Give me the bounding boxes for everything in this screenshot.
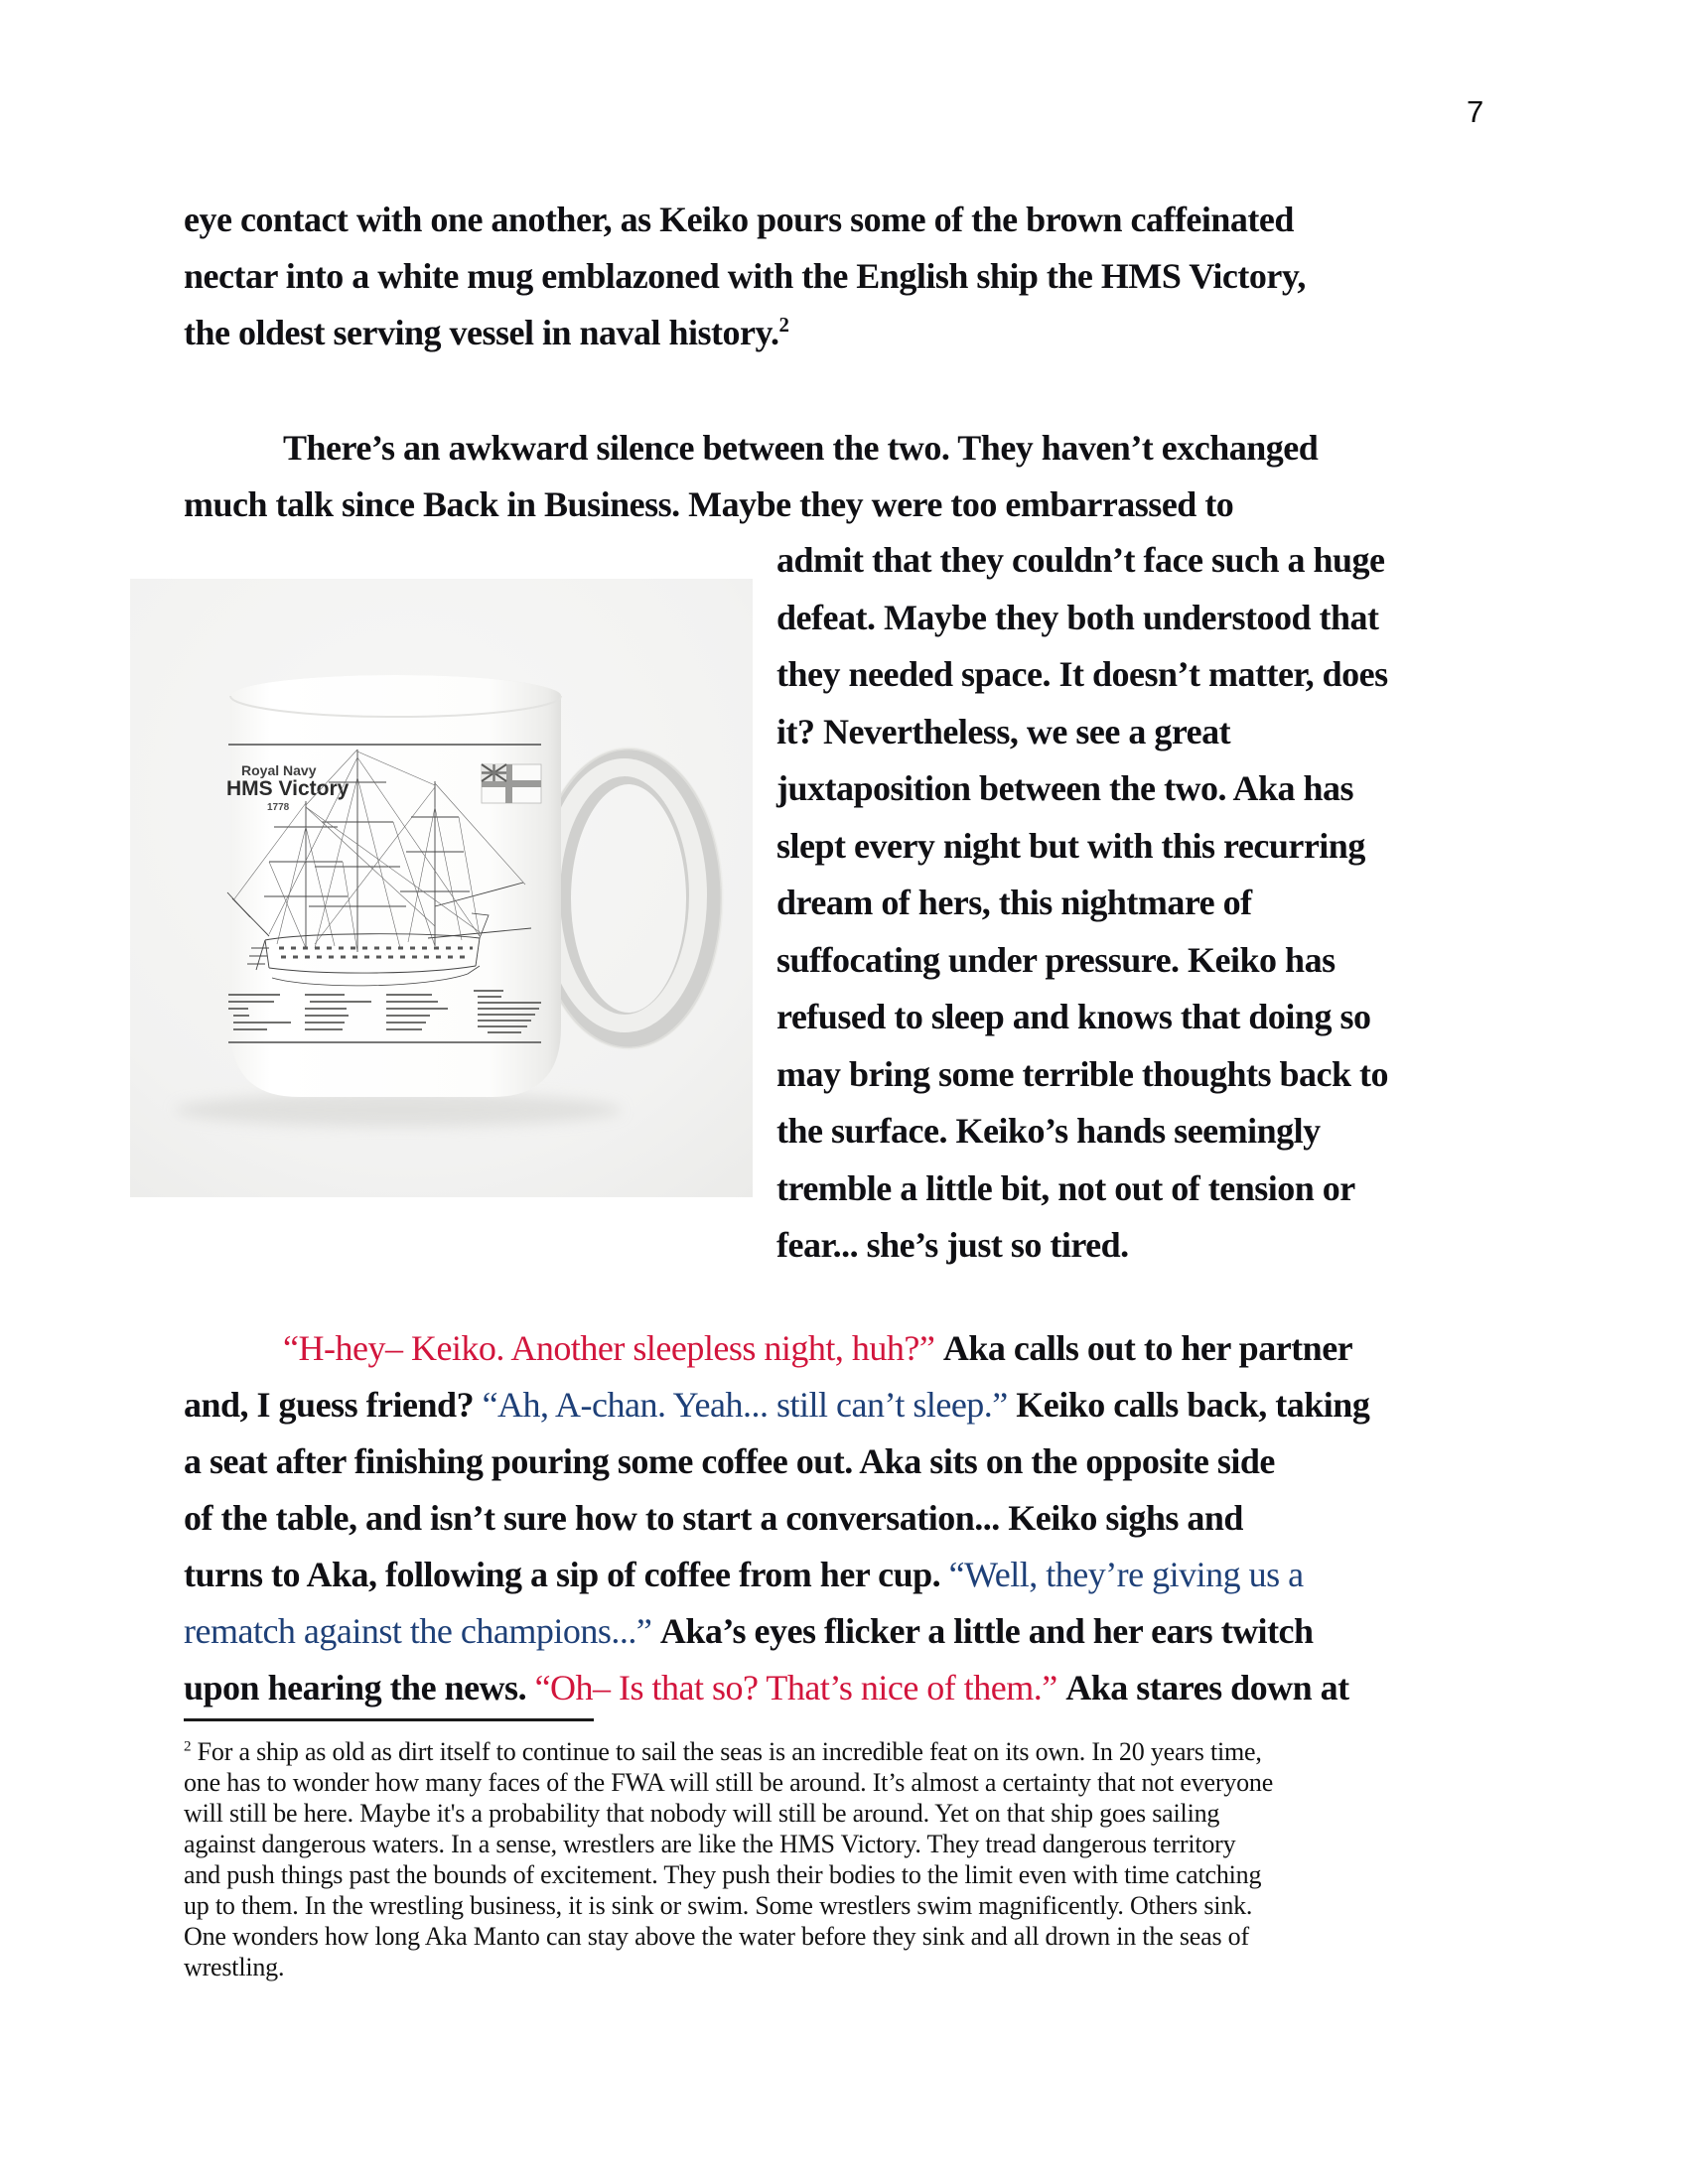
text-line	[184, 477, 1318, 533]
text-segment: it? Nevertheless, we see a great	[776, 711, 1231, 751]
paragraph-2-full-lines	[184, 420, 1318, 533]
mug-brand-line1: Royal Navy	[241, 762, 317, 778]
text-line	[184, 1859, 1273, 1890]
footnote	[184, 1736, 1273, 1982]
mug-shadow	[175, 1093, 622, 1127]
text-line	[184, 1377, 1369, 1433]
text-line	[184, 1660, 1369, 1716]
mug-brand-line2: HMS Victory	[226, 777, 350, 800]
text-line	[776, 760, 1388, 818]
text-segment: one has to wonder how many faces of the FWA will still be around. It’s almost a certainty that not everyone	[184, 1768, 1274, 1797]
text-segment: up to them. In the wrestling business, it is sink or swim. Some wrestlers swim magnificently. Others sink.	[184, 1891, 1253, 1920]
text-line	[776, 704, 1388, 761]
text-line	[184, 1952, 1273, 1982]
text-segment: One wonders how long Aka Manto can stay above the water before they sink and all drown in the seas of	[184, 1922, 1249, 1951]
paragraph-3-dialogue	[184, 1320, 1369, 1716]
text-segment: against dangerous waters. In a sense, wrestlers are like the HMS Victory. They tread dangerous territory	[184, 1830, 1236, 1858]
text-segment: “H-hey– Keiko. Another sleepless night, huh?”	[283, 1328, 943, 1368]
text-segment: tremble a little bit, not out of tension or	[776, 1167, 1355, 1208]
text-segment: “Ah, A-chan. Yeah... still can’t sleep.”	[482, 1385, 1017, 1425]
text-segment: slept every night but with this recurring	[776, 825, 1365, 866]
text-segment: much talk since Back in Business. Maybe they were too embarrassed to	[184, 484, 1234, 524]
text-segment: refused to sleep and knows that doing so	[776, 997, 1371, 1036]
text-segment: suffocating under pressure. Keiko has	[776, 939, 1336, 980]
mug-image-canvas	[130, 579, 753, 1197]
text-line	[776, 1103, 1388, 1160]
text-segment: defeat. Maybe they both understood that	[776, 597, 1379, 637]
text-segment: There’s an awkward silence between the two. They haven’t exchanged	[283, 428, 1319, 468]
text-line	[184, 1603, 1369, 1660]
mug-brand-line3: 1778	[267, 802, 290, 813]
text-line	[184, 305, 1306, 361]
text-segment: For a ship as old as dirt itself to continue to sail the seas is an incredible feat on its own. In 20 years time,	[191, 1737, 1262, 1766]
text-segment: a seat after finishing pouring some coffee out. Aka sits on the opposite side	[184, 1441, 1275, 1481]
text-segment: will still be here. Maybe it's a probability that nobody will still be around. Yet on that ship goes sailing	[184, 1799, 1220, 1828]
text-segment: and push things past the bounds of excitement. They push their bodies to the limit even with time catching	[184, 1860, 1262, 1889]
text-line	[776, 1160, 1388, 1218]
text-segment: fear... she’s just so tired.	[776, 1225, 1129, 1265]
text-line	[184, 420, 1318, 477]
text-segment: upon hearing the news.	[184, 1668, 535, 1707]
text-line	[776, 532, 1388, 590]
text-line	[184, 1736, 1273, 1767]
text-segment: wrestling.	[184, 1953, 285, 1981]
footnote-separator	[184, 1718, 594, 1721]
text-line	[776, 646, 1388, 704]
paragraph-1	[184, 192, 1306, 361]
text-segment: Aka’s eyes flicker a little and her ears twitch	[659, 1611, 1314, 1651]
text-segment: dream of hers, this nightmare of	[776, 883, 1252, 922]
page-number: 7	[1467, 94, 1484, 129]
text-line	[184, 1490, 1369, 1547]
text-line	[184, 1547, 1369, 1603]
text-segment: 2	[184, 1738, 192, 1755]
text-segment: Aka stares down at	[1065, 1668, 1349, 1707]
text-segment: 2	[778, 313, 789, 337]
text-segment: “Well, they’re giving us a	[948, 1555, 1304, 1594]
text-line	[776, 989, 1388, 1046]
text-segment: nectar into a white mug emblazoned with the English ship the HMS Victory,	[184, 256, 1306, 296]
text-line	[184, 1890, 1273, 1921]
text-line	[184, 1798, 1273, 1829]
text-line	[776, 932, 1388, 990]
text-line	[776, 1046, 1388, 1104]
text-line	[184, 1829, 1273, 1859]
text-segment: the oldest serving vessel in naval history.	[184, 313, 779, 352]
text-segment: juxtaposition between the two. Aka has	[776, 768, 1354, 808]
text-line	[184, 1767, 1273, 1798]
text-line	[184, 1921, 1273, 1952]
mug-image	[130, 579, 753, 1197]
text-line	[776, 875, 1388, 932]
text-segment: they needed space. It doesn’t matter, does	[776, 654, 1388, 694]
text-segment: Aka calls out to her partner	[942, 1328, 1353, 1368]
ensign-flag-icon	[482, 764, 541, 803]
text-line	[184, 248, 1306, 305]
text-line	[184, 1320, 1369, 1377]
text-segment: of the table, and isn’t sure how to start a conversation... Keiko sighs and	[184, 1498, 1243, 1538]
text-segment: and, I guess friend?	[184, 1385, 483, 1425]
text-line	[184, 192, 1306, 248]
text-segment: rematch against the champions...”	[184, 1611, 660, 1651]
text-segment: the surface. Keiko’s hands seemingly	[776, 1111, 1321, 1151]
text-segment: may bring some terrible thoughts back to	[776, 1053, 1388, 1094]
text-segment: turns to Aka, following a sip of coffee from her cup.	[184, 1555, 949, 1594]
text-line	[776, 1217, 1388, 1275]
text-segment: eye contact with one another, as Keiko pours some of the brown caffeinated	[184, 200, 1294, 239]
text-segment: admit that they couldn’t face such a huge	[776, 540, 1385, 580]
text-line	[776, 818, 1388, 876]
paragraph-2-wrapped-lines	[776, 532, 1388, 1275]
text-segment: “Oh– Is that so? That’s nice of them.”	[534, 1668, 1066, 1707]
text-line	[184, 1433, 1369, 1490]
text-line	[776, 590, 1388, 647]
text-segment: Keiko calls back, taking	[1016, 1385, 1370, 1425]
